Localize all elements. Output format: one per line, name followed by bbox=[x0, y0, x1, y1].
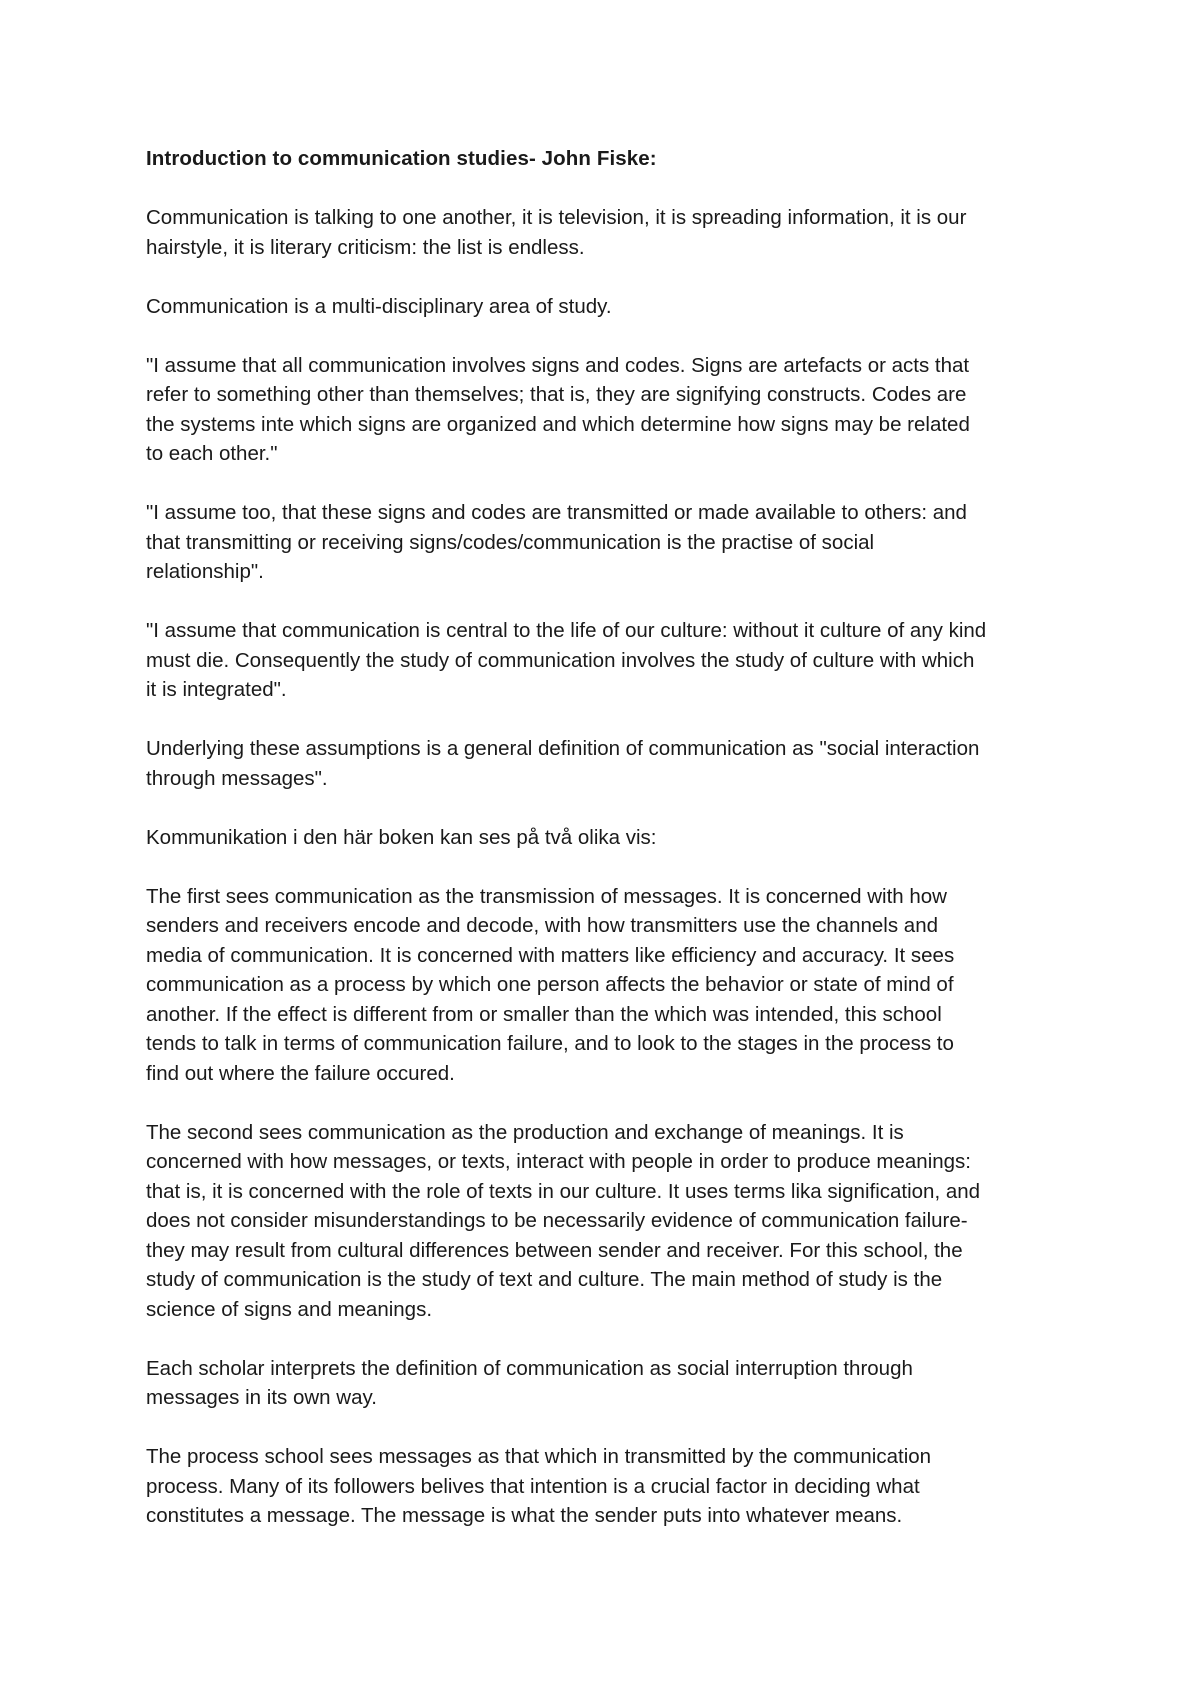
paragraph bbox=[146, 616, 1076, 705]
paragraph-line: Kommunikation i den här boken kan ses på två olika vis: bbox=[146, 825, 657, 849]
paragraph bbox=[146, 1354, 1076, 1413]
paragraph-line: media of communication. It is concerned with matters like efficiency and accuracy. It sees bbox=[146, 943, 955, 967]
paragraph-line: messages in its own way. bbox=[146, 1386, 377, 1409]
paragraph-line: refer to something other than themselves; that is, they are signifying constructs. Codes are bbox=[146, 383, 967, 406]
paragraph bbox=[146, 734, 1076, 793]
paragraph-line: another. If the effect is different from or smaller than the which was intended, this school bbox=[146, 1002, 942, 1026]
paragraph-line: "I assume that all communication involves signs and codes. Signs are artefacts or acts that bbox=[146, 353, 970, 377]
paragraph-line: communication as a process by which one person affects the behavior or state of mind of bbox=[146, 973, 954, 996]
paragraph bbox=[146, 292, 1076, 322]
paragraph-line: process. Many of its followers belives that intention is a crucial factor in deciding what bbox=[146, 1474, 920, 1498]
paragraph-line: The process school sees messages as that which in transmitted by the communication bbox=[146, 1445, 932, 1468]
paragraph bbox=[146, 203, 1076, 262]
paragraph-line: science of signs and meanings. bbox=[146, 1297, 433, 1321]
paragraph bbox=[146, 1118, 1076, 1325]
paragraph-line: does not consider misunderstandings to be necessarily evidence of communication failure- bbox=[146, 1209, 968, 1232]
paragraph-line: to each other." bbox=[146, 442, 278, 465]
paragraph-line: they may result from cultural differences between sender and receiver. For this school, the bbox=[146, 1238, 963, 1262]
paragraph-line: that is, it is concerned with the role of texts in our culture. It uses terms lika signification, and bbox=[146, 1179, 981, 1203]
paragraph-line: Underlying these assumptions is a general definition of communication as "social interaction bbox=[146, 737, 980, 760]
paragraph-line: the systems inte which signs are organized and which determine how signs may be related bbox=[146, 412, 970, 436]
paragraph bbox=[146, 351, 1076, 469]
paragraph-line: The first sees communication as the transmission of messages. It is concerned with how bbox=[146, 884, 947, 908]
paragraph-line: Communication is talking to one another, it is television, it is spreading information, it is our bbox=[146, 206, 967, 229]
paragraph-line: senders and receivers encode and decode, with how transmitters use the channels and bbox=[146, 914, 939, 937]
paragraph-line: study of communication is the study of text and culture. The main method of study is the bbox=[146, 1268, 943, 1291]
paragraph-line: Each scholar interprets the definition of communication as social interruption through bbox=[146, 1356, 913, 1380]
paragraph-line: "I assume too, that these signs and codes are transmitted or made available to others: and bbox=[146, 501, 967, 524]
paragraph-line: that transmitting or receiving signs/codes/communication is the practise of social bbox=[146, 530, 875, 554]
paragraph-line: must die. Consequently the study of communication involves the study of culture with which bbox=[146, 648, 975, 672]
paragraph-line: Communication is a multi-disciplinary area of study. bbox=[146, 294, 612, 318]
paragraph-line: through messages". bbox=[146, 766, 328, 790]
paragraph bbox=[146, 1442, 1076, 1531]
paragraph bbox=[146, 882, 1076, 1089]
paragraph-line: concerned with how messages, or texts, interact with people in order to produce meanings: bbox=[146, 1150, 971, 1173]
paragraph-line: constitutes a message. The message is what the sender puts into whatever means. bbox=[146, 1504, 903, 1527]
paragraph bbox=[146, 498, 1076, 587]
paragraph-line: relationship". bbox=[146, 560, 264, 583]
paragraph-line: "I assume that communication is central to the life of our culture: without it culture of any kind bbox=[146, 619, 987, 642]
paragraph-line: hairstyle, it is literary criticism: the list is endless. bbox=[146, 235, 585, 259]
paragraph-line: it is integrated". bbox=[146, 678, 287, 701]
paragraph-line: The second sees communication as the production and exchange of meanings. It is bbox=[146, 1120, 904, 1144]
paragraph bbox=[146, 823, 1076, 853]
document-body bbox=[146, 144, 1076, 1560]
paragraph-line: tends to talk in terms of communication failure, and to look to the stages in the process to bbox=[146, 1032, 954, 1055]
paragraph-line: find out where the failure occured. bbox=[146, 1061, 455, 1085]
document-title: Introduction to communication studies- John Fiske: bbox=[146, 147, 657, 170]
